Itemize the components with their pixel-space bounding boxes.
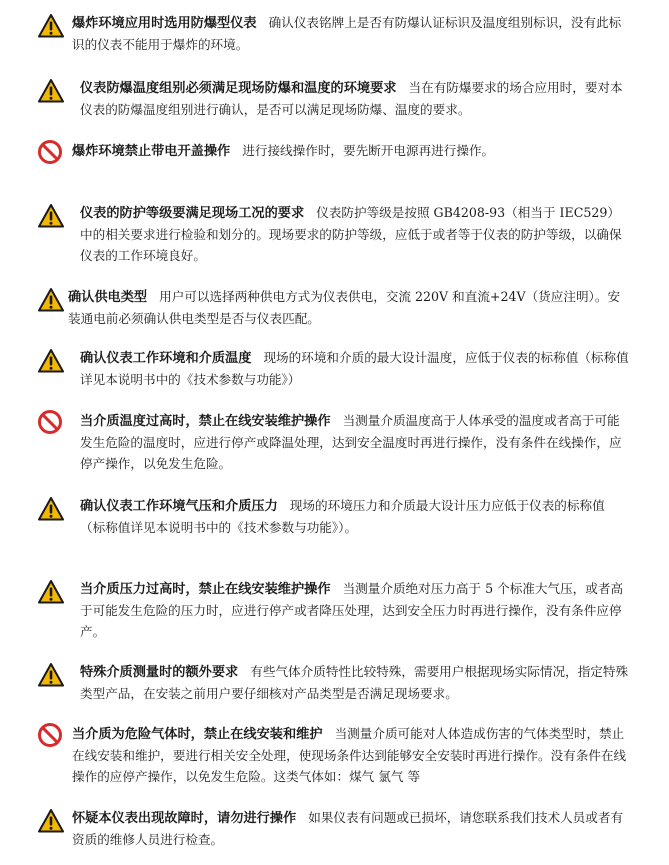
warning-triangle-icon bbox=[38, 808, 64, 834]
warning-triangle-icon bbox=[38, 348, 64, 374]
notice-body: 确认仪表铭牌上是否有防爆认证标识及温度组别标识，没有此标识的仪表不能用于爆炸的环境。 bbox=[72, 15, 622, 52]
warning-triangle-icon bbox=[38, 662, 64, 688]
notice-heading: 仪表的防护等级要满足现场工况的要求 bbox=[80, 206, 305, 221]
notice-text bbox=[80, 578, 629, 642]
warning-triangle-icon bbox=[38, 287, 64, 313]
notice-heading: 当介质温度过高时，禁止在线安装维护操作 bbox=[80, 414, 331, 429]
notice-text bbox=[80, 495, 629, 538]
notice-text bbox=[72, 140, 629, 162]
notice-heading: 当介质为危险气体时，禁止在线安装和维护 bbox=[72, 727, 323, 742]
notice-body: 有些气体介质特性比较特殊，需要用户根据现场实际情况，指定特殊类型产品，在安装之前用户要仔细核对产品类型是否满足现场要求。 bbox=[80, 664, 629, 701]
notice-body: 用户可以选择两种供电方式为仪表供电，交流 220V 和直流+24V（货应注明）。安装通电前必须确认供电类型是否与仪表匹配。 bbox=[68, 289, 621, 326]
prohibition-icon bbox=[37, 722, 63, 748]
notice-heading: 爆炸环境禁止带电开盖操作 bbox=[72, 144, 231, 159]
notice-text bbox=[72, 12, 629, 55]
notice-text bbox=[80, 410, 629, 474]
notice-heading: 仪表防爆温度组别必须满足现场防爆和温度的环境要求 bbox=[80, 81, 397, 96]
notice-heading: 确认仪表工作环境气压和介质压力 bbox=[80, 499, 278, 514]
notice-body: 现场的环境压力和介质最大设计压力应低于仪表的标称值（标称值详见本说明书中的《技术参数与功能》）。 bbox=[80, 498, 605, 535]
notice-heading: 确认供电类型 bbox=[68, 290, 148, 305]
notice-heading: 当介质压力过高时，禁止在线安装维护操作 bbox=[80, 582, 331, 597]
notice-body: 仪表防护等级是按照 GB4208-93（相当于 IEC529）中的相关要求进行检验和划分的。现场要求的防护等级，应低于或者等于仪表的防护等级，以确保仪表的工作环境良好。 bbox=[80, 205, 622, 263]
notice-text bbox=[80, 202, 629, 266]
warning-triangle-icon bbox=[38, 496, 64, 522]
warning-triangle-icon bbox=[38, 203, 64, 229]
notice-text bbox=[80, 347, 629, 390]
prohibition-icon bbox=[37, 409, 63, 435]
notice-heading: 特殊介质测量时的额外要求 bbox=[80, 665, 239, 680]
notice-text bbox=[80, 661, 629, 704]
notice-heading: 怀疑本仪表出现故障时，请勿进行操作 bbox=[72, 811, 297, 826]
notice-heading: 爆炸环境应用时选用防爆型仪表 bbox=[72, 16, 257, 31]
warning-triangle-icon bbox=[38, 579, 64, 605]
prohibition-icon bbox=[37, 139, 63, 165]
notice-text bbox=[68, 286, 629, 329]
notice-body: 现场的环境和介质的最大设计温度，应低于仪表的标称值（标称值详见本说明书中的《技术参数与功能》） bbox=[80, 350, 629, 387]
warning-triangle-icon bbox=[38, 13, 64, 39]
notice-body: 当测量介质可能对人体造成伤害的气体类型时，禁止在线安装和维护，要进行相关安全处理，使现场条件达到能够安全安装时再进行操作。没有条件在线操作的应停产操作，以免发生危险。这类气体如：煤气 氯气 等 bbox=[72, 726, 627, 784]
notice-body: 如果仪表有问题或已损坏，请您联系我们技术人员或者有资质的维修人员进行检查。 bbox=[72, 810, 624, 847]
notice-text bbox=[72, 723, 629, 787]
notice-body: 当测量介质温度高于人体承受的温度或者高于可能发生危险的温度时，应进行停产或降温处理，达到安全温度时再进行操作，没有条件在线操作，应停产操作，以免发生危险。 bbox=[80, 413, 622, 471]
notice-text bbox=[80, 77, 629, 120]
notice-body: 当测量介质绝对压力高于 5 个标准大气压，或者高于可能发生危险的压力时，应进行停产或者降压处理，达到安全压力时再进行操作，没有条件应停产。 bbox=[80, 581, 624, 639]
notice-body: 进行接线操作时，要先断开电源再进行操作。 bbox=[242, 143, 495, 158]
notice-body: 当在有防爆要求的场合应用时，要对本仪表的防爆温度组别进行确认，是否可以满足现场防爆、温度的要求。 bbox=[80, 80, 623, 117]
warning-triangle-icon bbox=[38, 78, 64, 104]
notice-text bbox=[72, 807, 629, 850]
notice-heading: 确认仪表工作环境和介质温度 bbox=[80, 351, 252, 366]
